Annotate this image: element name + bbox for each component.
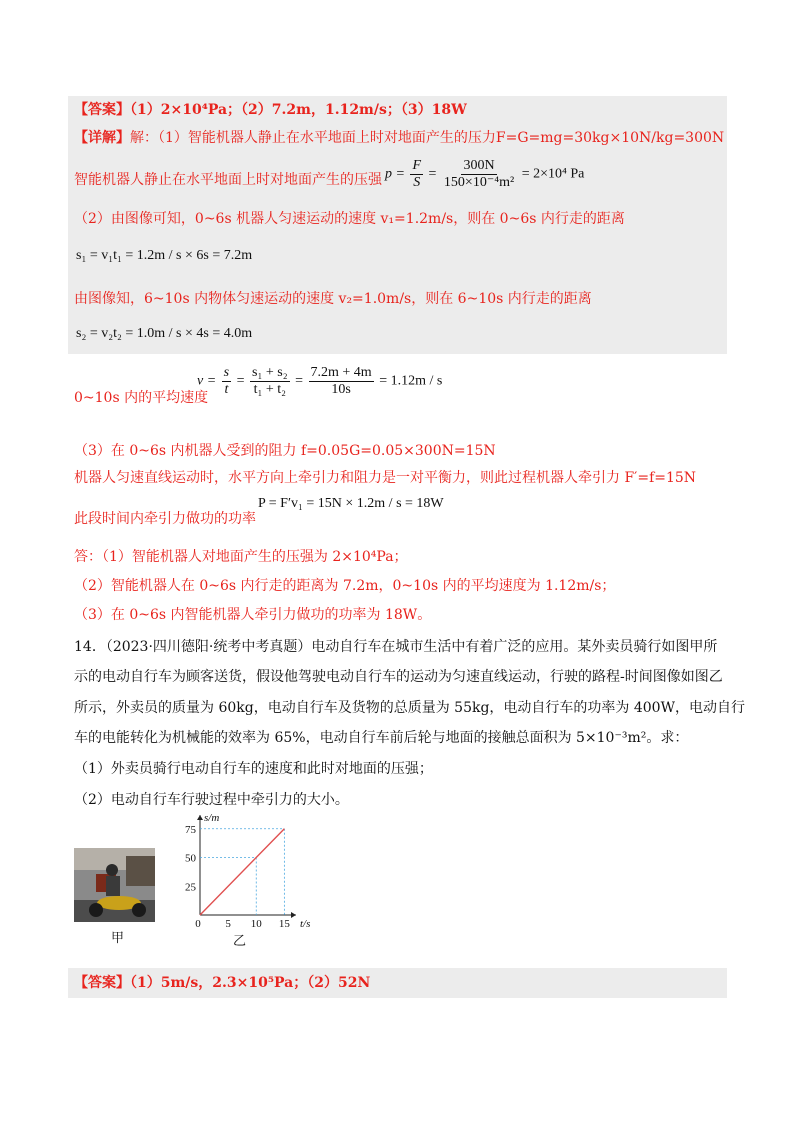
y-tick-25: 25	[185, 881, 196, 894]
y-tick-50: 50	[185, 852, 196, 865]
x-tick-10: 10	[250, 918, 262, 930]
answer1-line	[74, 100, 467, 120]
delivery-rider-photo	[74, 848, 155, 922]
power-formula: P = F′v₁ = 15N × 1.2m / s = 18W	[258, 496, 444, 511]
question-line1: 14．（2023·四川德阳·统考中考真题）电动自行车在城市生活中有着广泛的应用。某外卖员骑行如图甲所	[74, 639, 718, 655]
question-sub1: （1）外卖员骑行电动自行车的速度和此时对地面的压强；	[74, 761, 433, 777]
detail-line3: （2）由图像可知，0~6s 机器人匀速运动的速度 v₁=1.2m/s，则在 0~6s 内行走的距离	[74, 211, 625, 227]
figure-a-caption: 甲	[111, 931, 125, 946]
question-line4: 车的电能转化为机械能的效率为 65%，电动自行车前后轮与地面的接触总面积为 5×10⁻³m²。求：	[74, 730, 689, 746]
answer1-tag: 【答案】	[74, 102, 130, 118]
x-tick-15: 15	[278, 918, 290, 930]
y-axis-label: s/m	[204, 812, 220, 824]
answer2-text: （1）5m/s，2.3×10⁵Pa；（2）52N	[130, 975, 371, 991]
distance1-formula: s₁ = v₁t₁ = 1.2m / s × 6s = 7.2m	[76, 248, 253, 263]
conclusion-b: （2）智能机器人在 0~6s 内行走的距离为 7.2m，0~10s 内的平均速度为 1.12m/s；	[74, 578, 616, 594]
st-chart	[180, 812, 311, 935]
conclusion-c: （3）在 0~6s 内智能机器人牵引力做功的功率为 18W。	[74, 607, 432, 623]
distance2-formula: s₂ = v₂t₂ = 1.0m / s × 4s = 4.0m	[76, 326, 253, 341]
figure-b-caption: 乙	[233, 934, 247, 949]
frac-300n: $\frac{300N}{\text{150×10⁻⁴m²}}$	[443, 158, 515, 190]
question-line2: 示的电动自行车为顾客送货，假设他驾驶电动自行车的运动为匀速直线运动，行驶的路程-时间图像如图乙	[74, 669, 723, 685]
frac-f-s: $\frac{F}{S}$	[412, 158, 422, 190]
y-tick-75: 75	[185, 823, 196, 836]
detail-line10-text: 此段时间内牵引力做功的功率	[74, 511, 256, 527]
answer2-line	[74, 973, 370, 993]
x-tick-0: 0	[195, 918, 201, 930]
pressure-p: p =	[385, 166, 405, 182]
detail-line1	[74, 128, 724, 148]
detail-line8: （3）在 0~6s 内机器人受到的阻力 f=0.05G=0.05×300N=15N	[74, 443, 496, 459]
answer2-tag: 【答案】	[74, 975, 130, 991]
pressure-result: = 2×10⁴ Pa	[521, 166, 585, 182]
detail-line1-text: 解：（1）智能机器人静止在水平地面上时对地面产生的压力F=G=mg=30kg×10N/kg=300N	[130, 130, 725, 146]
detail-line2-text: 智能机器人静止在水平地面上时对地面产生的压强	[74, 172, 382, 188]
detail-tag: 【详解】	[74, 130, 130, 146]
detail-line7-text: 0~10s 内的平均速度	[74, 390, 209, 406]
question-line3: 所示，外卖员的质量为 60kg，电动自行车及货物的总质量为 55kg，电动自行车的功率为 400W，电动自行	[74, 700, 745, 716]
series-line	[200, 829, 284, 915]
y-axis-arrow	[197, 815, 203, 820]
x-axis-label: t/s	[300, 918, 311, 930]
question-sub2: （2）电动自行车行驶过程中牵引力的大小。	[74, 792, 349, 808]
detail-line5: 由图像知，6~10s 内物体匀速运动的速度 v₂=1.0m/s，则在 6~10s 内行走的距离	[74, 291, 592, 307]
x-tick-5: 5	[225, 918, 231, 930]
answer1-text: （1）2×10⁴Pa；（2）7.2m，1.12m/s；（3）18W	[130, 102, 467, 118]
detail-line9: 机器人匀速直线运动时，水平方向上牵引力和阻力是一对平衡力，则此过程机器人牵引力 F′=f=15N	[74, 470, 697, 486]
pressure-formula: p = $\frac{F}{S}$ = $\frac{300N}{\text{150×10⁻⁴m²}}$ = 2×10⁴ Pa	[385, 158, 585, 190]
conclusion-a: 答：（1）智能机器人对地面产生的压强为 2×10⁴Pa；	[74, 549, 408, 565]
x-axis-arrow	[291, 912, 296, 918]
average-speed-formula: v = $\frac{s}{t}$ = $\frac{\text{s₁ + s₂}}{\text{t₁ + t₂}}$ = $\frac{7.2m + 4m}{10s}$ = 1.12m / s	[197, 365, 443, 397]
